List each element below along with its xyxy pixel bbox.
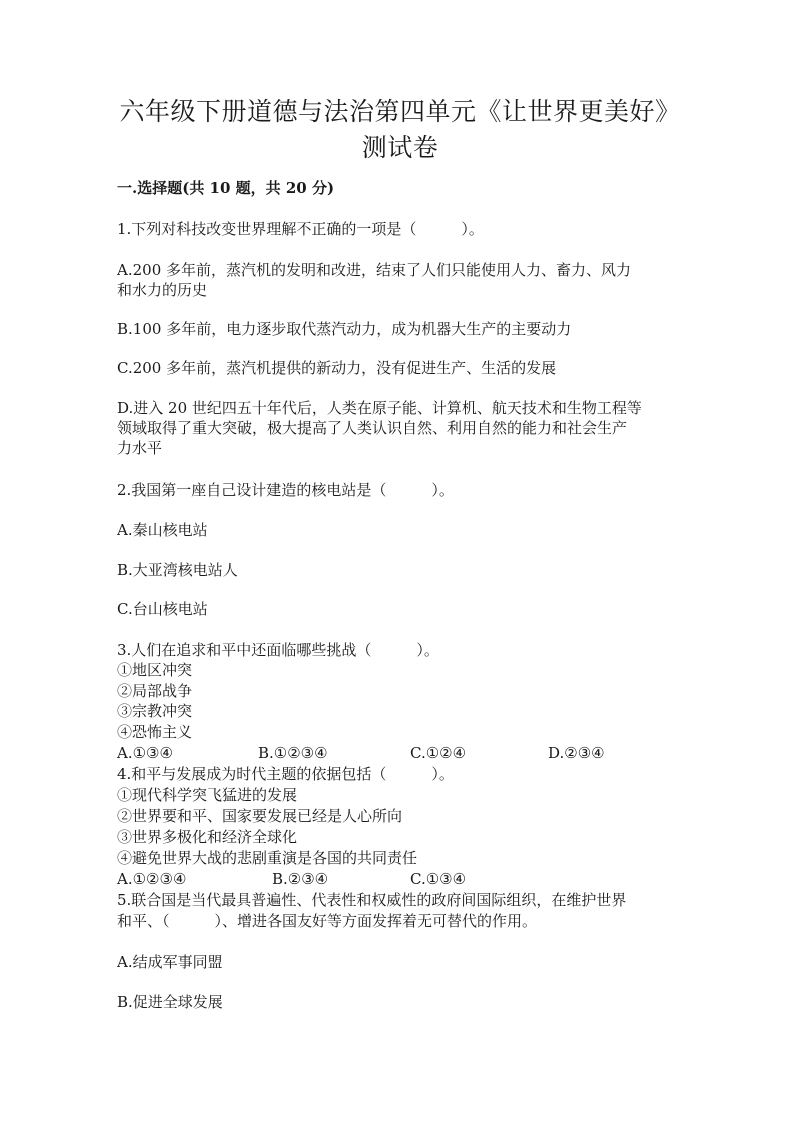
- question-3-item-2: ②局部战争: [117, 682, 193, 700]
- question-5-option-a: A.结成军事同盟: [117, 953, 223, 971]
- question-5-stem-cont: 和平、（ ）、增进各国友好等方面发挥着无可替代的作用。: [117, 912, 538, 930]
- question-2-option-a: A.秦山核电站: [117, 521, 208, 539]
- question-4-choice-a: A.①②③④: [117, 870, 187, 888]
- question-3-stem: 3.人们在追求和平中还面临哪些挑战（ ）。: [117, 641, 439, 659]
- question-3-item-3: ③宗教冲突: [117, 702, 193, 720]
- question-1-option-d: D.进入 20 世纪四五十年代后，人类在原子能、计算机、航天技术和生物工程等: [117, 399, 642, 417]
- page-subtitle: 测试卷: [361, 133, 439, 162]
- question-3-item-1: ①地区冲突: [117, 661, 193, 679]
- question-4-choice-c: C.①③④: [410, 870, 467, 888]
- question-4-choice-b: B.②③④: [272, 870, 329, 888]
- page-title: 六年级下册道德与法治第四单元《让世界更美好》: [119, 97, 681, 126]
- question-4-item-3: ③世界多极化和经济全球化: [117, 828, 298, 846]
- question-3-choice-d: D.②③④: [548, 744, 605, 762]
- question-1-option-d-cont2: 力水平: [117, 439, 163, 457]
- question-1-stem: 1.下列对科技改变世界理解不正确的一项是（ ）。: [117, 220, 484, 238]
- question-3-item-4: ④恐怖主义: [117, 723, 193, 741]
- question-5-stem: 5.联合国是当代最具普遍性、代表性和权威性的政府间国际组织，在维护世界: [117, 891, 627, 909]
- question-4-stem: 4.和平与发展成为时代主题的依据包括（ ）。: [117, 765, 454, 783]
- question-4-item-1: ①现代科学突飞猛进的发展: [117, 786, 298, 804]
- question-1-option-a-cont: 和水力的历史: [117, 281, 208, 299]
- question-4-item-4: ④避免世界大战的悲剧重演是各国的共同责任: [117, 849, 418, 867]
- question-3-choice-b: B.①②③④: [258, 744, 328, 762]
- section-heading: 一.选择题(共 10 题，共 20 分): [117, 179, 335, 197]
- question-2-option-c: C.台山核电站: [117, 600, 208, 618]
- question-3-choice-c: C.①②④: [410, 744, 467, 762]
- question-1-option-d-cont: 领域取得了重大突破，极大提高了人类认识自然、利用自然的能力和社会生产: [117, 419, 628, 437]
- question-1-option-a: A.200 多年前，蒸汽机的发明和改进，结束了人们只能使用人力、畜力、风力: [117, 261, 632, 279]
- question-1-option-c: C.200 多年前，蒸汽机提供的新动力，没有促进生产、生活的发展: [117, 359, 557, 377]
- question-5-option-b: B.促进全球发展: [117, 993, 223, 1011]
- question-3-choice-a: A.①③④: [117, 744, 173, 762]
- question-2-stem: 2.我国第一座自己设计建造的核电站是（ ）。: [117, 481, 454, 499]
- question-2-option-b: B.大亚湾核电站人: [117, 561, 238, 579]
- question-4-item-2: ②世界要和平、国家要发展已经是人心所向: [117, 807, 403, 825]
- question-1-option-b: B.100 多年前，电力逐步取代蒸汽动力，成为机器大生产的主要动力: [117, 320, 572, 338]
